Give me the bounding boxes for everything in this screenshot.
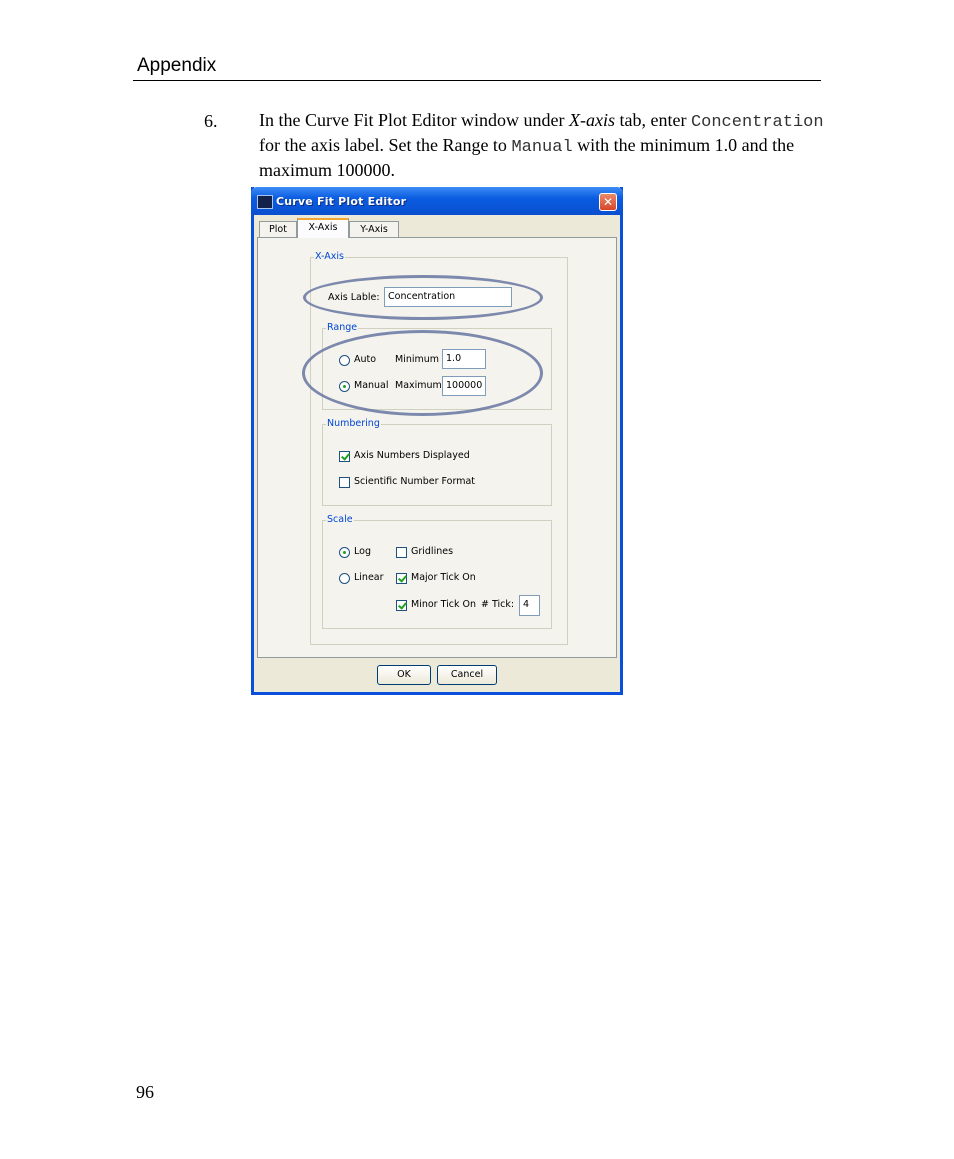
- dialog-title: Curve Fit Plot Editor: [276, 195, 407, 208]
- step-text-part: for the axis label. Set the Range to: [259, 135, 512, 155]
- numbering-group: [322, 418, 552, 506]
- range-maximum-label: Maximum: [395, 380, 442, 391]
- range-maximum-input[interactable]: 100000: [442, 376, 486, 396]
- x-axis-group-title: X-Axis: [315, 251, 344, 262]
- range-auto-label: Auto: [354, 354, 377, 365]
- step-text-part: with the minimum 1.0 and the maximum 100000.: [259, 135, 795, 180]
- scale-log-radio[interactable]: [339, 547, 350, 558]
- close-icon[interactable]: ✕: [599, 193, 617, 211]
- dialog-titlebar[interactable]: [251, 187, 623, 215]
- step-text-part: tab, enter: [614, 110, 691, 130]
- range-minimum-input[interactable]: 1.0: [442, 349, 486, 369]
- minor-tick-label: Minor Tick On: [411, 599, 476, 610]
- app-icon: [257, 195, 273, 209]
- scale-log-label: Log: [354, 546, 371, 557]
- scale-group: [322, 514, 552, 629]
- step-code-concentration: Concentration: [690, 113, 824, 132]
- scientific-format-checkbox[interactable]: [339, 477, 350, 488]
- cancel-button[interactable]: Cancel: [437, 665, 497, 685]
- range-group-title: Range: [327, 322, 358, 333]
- axis-label-caption: Axis Lable:: [328, 292, 380, 303]
- step-number: 6.: [204, 111, 218, 131]
- gridlines-label: Gridlines: [411, 546, 454, 557]
- range-manual-label: Manual: [354, 380, 389, 391]
- tab-y-axis[interactable]: Y-Axis: [349, 221, 399, 237]
- scale-group-title: Scale: [327, 514, 353, 525]
- numbering-group-title: Numbering: [327, 418, 380, 429]
- num-tick-input[interactable]: 4: [519, 595, 540, 616]
- step-text-italic: X-axis: [568, 110, 615, 130]
- page-header-title: Appendix: [137, 55, 217, 76]
- range-minimum-label: Minimum: [395, 354, 440, 365]
- header-rule: [133, 80, 821, 81]
- major-tick-label: Major Tick On: [411, 572, 476, 583]
- ok-button[interactable]: OK: [377, 665, 431, 685]
- tab-plot[interactable]: Plot: [259, 221, 297, 237]
- curve-fit-plot-editor-dialog: [251, 187, 623, 695]
- page-number: 96: [136, 1082, 154, 1102]
- scientific-format-label: Scientific Number Format: [354, 476, 476, 487]
- step-code-manual: Manual: [511, 138, 573, 157]
- tab-x-axis[interactable]: X-Axis: [297, 218, 349, 238]
- axis-numbers-checkbox[interactable]: [339, 451, 350, 462]
- major-tick-checkbox[interactable]: [396, 573, 407, 584]
- num-tick-label: # Tick:: [481, 599, 515, 610]
- gridlines-checkbox[interactable]: [396, 547, 407, 558]
- step-text-part: In the Curve Fit Plot Editor window under: [259, 110, 569, 130]
- minor-tick-checkbox[interactable]: [396, 600, 407, 611]
- axis-numbers-label: Axis Numbers Displayed: [354, 450, 470, 461]
- scale-linear-radio[interactable]: [339, 573, 350, 584]
- axis-label-input[interactable]: Concentration: [384, 287, 512, 307]
- range-highlight-ellipse: [302, 330, 543, 416]
- scale-linear-label: Linear: [354, 572, 384, 583]
- axis-label-highlight-ellipse: [303, 275, 543, 320]
- step-instruction: [259, 109, 829, 182]
